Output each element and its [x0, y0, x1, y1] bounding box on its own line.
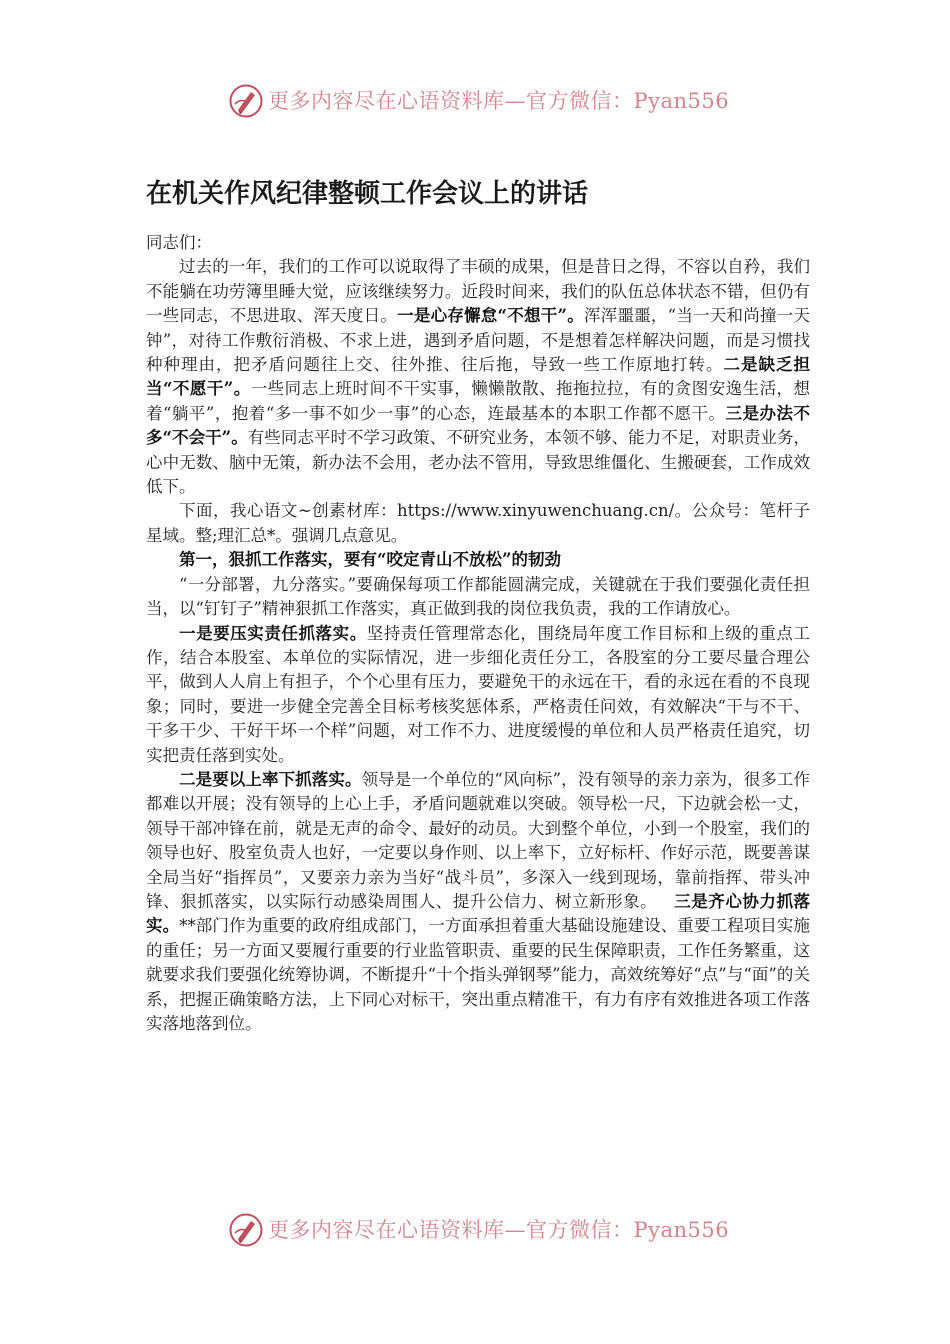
- intro-paragraph: [146, 255, 810, 499]
- banner-text: 更多内容尽在心语资料库—官方微信：Pyan556: [268, 89, 730, 113]
- intro-text-4: 有些同志平时不学习政策、不研究业务，本领不够、能力不足，对职责业务，心中无数、脑中无策，新办法不会用，老办法不管用，导致思维僵化、生搬硬套，工作成效低下。: [146, 428, 811, 497]
- point-no-motivation: 一是心存懈怠“不想干”。: [397, 306, 584, 326]
- document-body: [146, 231, 810, 1036]
- intro-text-2: 浑浑噩噩，“当一天和尚撞一天钟”，对待工作敷衍消极、不求上进，遇到矛盾问题，不是想着怎样解决问题，而是习惯找种种理由，把矛盾问题往上交、往外推、往后拖，导致一些工作原地打转。: [146, 306, 811, 375]
- point-3-text: **部门作为重要的政府组成部门，一方面承担着重大基础设施建设、重要工程项目实施的重任；另一方面又要履行重要的行业监管职责、重要的民生保障职责，工作任务繁重，这就要求我们要强化统筹协调，不断提升“十个指头弹钢琴”能力，高效统筹好“点”与“面”的关系，把握正确策略方法，上下同心对标干，突出重点精准干，有力有序有效推进各项工作落实落地落到位。: [146, 916, 811, 1033]
- banner-text: 更多内容尽在心语资料库—官方微信：Pyan556: [268, 1218, 730, 1242]
- point-2-text: 领导是一个单位的“风向标”，没有领导的亲力亲为，很多工作都难以开展；没有领导的上心上手，矛盾问题就难以突破。领导松一尺，下边就会松一丈，领导干部冲锋在前，就是无声的命令、最好的动员。大到整个单位，小到一个股室，我们的领导也好、股室负责人也好，一定要以身作则、以上率下，立好标杆、作好示范，既要善谋全局当好“指挥员”，又要亲力亲为当好“战斗员”，多深入一线到现场，靠前指挥、带头冲锋、狠抓落实，以实际行动感染周围人、提升公信力、树立新形象。: [146, 769, 811, 911]
- point-3-heading: 三是齐心协力抓落实。: [146, 891, 811, 936]
- footer-banner: [0, 1211, 950, 1251]
- pen-logo-icon: [229, 84, 263, 118]
- section-1-intro: “一分部署，九分落实。”要确保每项工作都能圆满完成，关键就在于我们要强化责任担当，以“钉钉子”精神狠抓工作落实，真正做到我的岗位我负责，我的工作请放心。: [146, 574, 810, 619]
- point-2-paragraph: [146, 768, 810, 1036]
- transition-paragraph: 下面，我心语文~创素材库：https://www.xinyuwenchuang.cn/。公众号：笔杆子星域。整;理汇总*。强调几点意见。: [146, 501, 810, 545]
- point-1-paragraph: [146, 622, 810, 768]
- intro-text-1: 过去的一年，我们的工作可以说取得了丰硕的成果，但是昔日之得，不容以自矜，我们不能躺在功劳簿里睡大觉，应该继续努力。近段时间来，我们的队伍总体状态不错，但仍有一些同志，不思进取、浑天度日。: [146, 257, 810, 326]
- point-no-methods: 三是办法不多“不会干”。: [146, 403, 811, 448]
- page-title: 在机关作风纪律整顿工作会议上的讲话: [146, 179, 589, 209]
- pen-logo-icon: [229, 1213, 263, 1247]
- point-no-responsibility: 二是缺乏担当“不愿干”。: [146, 355, 810, 399]
- point-2-heading: 二是要以上率下抓落实。: [179, 769, 362, 789]
- intro-text-3: 一些同志上班时间不干实事，懒懒散散、拖拖拉拉，有的贪图安逸生活，想着“躺平”，抱着“多一事不如少一事”的心态，连最基本的本职工作都不愿干。: [146, 379, 811, 423]
- point-1-heading: 一是要压实责任抓落实。: [179, 623, 367, 643]
- point-1-text: 坚持责任管理常态化，围绕局年度工作目标和上级的重点工作，结合本股室、本单位的实际情况，进一步细化责任分工，各股室的分工要尽量合理公平，做到人人肩上有担子，个个心里有压力，要避免干的永远在干，看的永远在看的不良现象；同时，要进一步健全完善全目标考核奖惩体系，严格责任问效，有效解决“干与不干、干多干少、干好干坏一个样”问题，对工作不力、进度缓慢的单位和人员严格责任追究，切实把责任落到实处。: [146, 623, 811, 765]
- salutation: 同志们：: [146, 233, 212, 252]
- section-1-heading: 第一，狠抓工作落实，要有“咬定青山不放松”的韧劲: [179, 550, 561, 570]
- header-banner: [0, 82, 950, 122]
